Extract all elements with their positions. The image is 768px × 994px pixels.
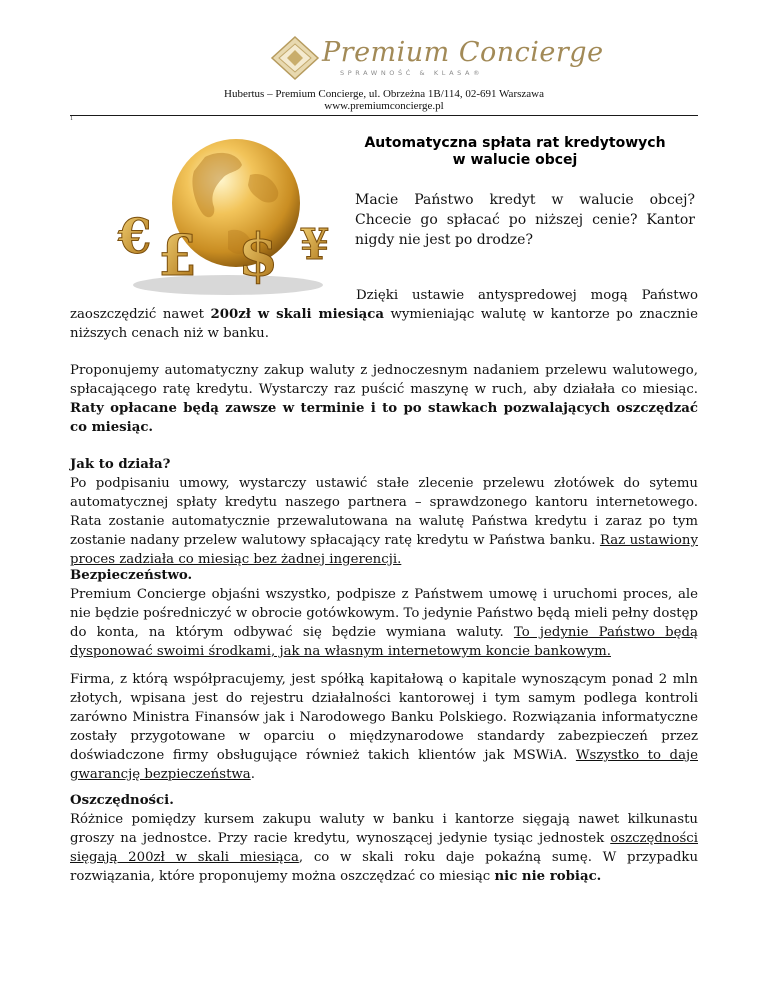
svg-text:¥: ¥ (300, 220, 330, 269)
gold-globe-currency-image (110, 135, 345, 300)
proposal-text: Proponujemy automatyczny zakup waluty z jednoczesnym nadaniem przelewu walutowego, spłacającego ratę kredytu. Wystarczy raz puścić maszynę w ruch, aby działała co miesiąc. (70, 363, 698, 397)
section-security (70, 566, 698, 661)
brand-name: Premium Concierge (322, 37, 604, 68)
company-underline: Wszystko to daje gwarancję bezpieczeństwa (70, 748, 698, 782)
security-underline: To jedynie Państwo będą dysponować swoimi środkami, jak na własnym internetowym koncie bankowym. (70, 625, 698, 659)
how-text: Po podpisaniu umowy, wystarczy ustawić stałe zlecenie przelewu złotówek do sytemu automatycznej spłaty kredytu naszego partnera – sprawdzonego kantoru internetowego. Rata zostanie automatycznie przewalutowana na walutę Państwa kredytu i zaraz po tym zostanie nadany przelew walutowy spłacający ratę kredytu w Państwa banku. (70, 476, 698, 548)
company-tail: . (250, 767, 255, 782)
document-title (355, 135, 675, 169)
svg-text:€: € (118, 209, 152, 265)
diamond-emblem-icon (270, 35, 320, 81)
section-how-it-works (70, 455, 698, 569)
savings-paragraph (70, 286, 698, 343)
section-savings (70, 791, 698, 886)
proposal-bold: Raty opłacane będą zawsze w terminie i to po stawkach pozwalających oszczędzać co miesiąc. (70, 401, 698, 435)
section-heading-how: Jak to działa? (70, 457, 171, 472)
how-underline: Raz ustawiony proces zadziała co miesiąc bez żadnej ingerencji. (70, 533, 698, 567)
website-link[interactable]: www.premiumconcierge.pl (324, 100, 444, 112)
security-text: Premium Concierge objaśni wszystko, podpisze z Państwem umowę i uruchomi proces, ale nie będzie pośredniczyć w obrocie gotówkowym. To jedynie Państwo będą mieli pełny dostęp do konta, na którym odbywać się będzie wymiana waluty. (70, 587, 698, 640)
savings-text-1: Dzięki ustawie antyspredowej mogą Państwo zaoszczędzić nawet (70, 288, 698, 322)
section-heading-savings: Oszczędności. (70, 793, 174, 808)
proposal-paragraph (70, 361, 698, 437)
title-line-1: Automatyczna spłata rat kredytowych (364, 135, 666, 151)
header-divider (70, 115, 698, 116)
lead-question: Macie Państwo kredyt w walucie obcej? Chcecie go spłacać po niższej cenie? Kantor nigdy nie jest po drodze? (355, 192, 695, 248)
section-heading-security: Bezpieczeństwo. (70, 568, 193, 583)
svg-text:$: $ (238, 221, 279, 289)
section-company (70, 670, 698, 784)
svg-text:£: £ (158, 223, 197, 289)
savings-section-bold: nic nie robiąc. (494, 869, 602, 884)
savings-highlight: 200zł w skali miesiąca (210, 307, 384, 322)
company-address: Hubertus – Premium Concierge, ul. Obrzeżna 1B/114, 02-691 Warszawa (224, 88, 544, 100)
small-marker: 1 (70, 116, 73, 122)
page-header (0, 0, 768, 120)
brand-tagline: SPRAWNOŚĆ & KLASA® (340, 69, 484, 77)
savings-section-text-2: , co w skali roku daje pokaźną sumę. W przypadku rozwiązania, które proponujemy można oszczędzać co miesiąc (70, 850, 699, 884)
brand-logo (270, 35, 604, 83)
savings-text-2: wymieniając walutę w kantorze po znacznie niższych cenach niż w banku. (70, 307, 698, 341)
savings-section-underline: oszczędności sięgają 200zł w skali miesiąca (70, 831, 698, 865)
title-line-2: w walucie obcej (452, 152, 578, 168)
company-text: Firma, z którą współpracujemy, jest spółką kapitałową o kapitale wynoszącym ponad 2 mln złotych, wpisana jest do rejestru działalności kantorowej i tym samym podlega kontroli zarówno Ministra Finansów jak i Narodowego Banku Polskiego. Rozwiązania informatyczne zostały przygotowane w oparciu o międzynarodowe standardy zabezpieczeń przez doświadczone firmy obsługujące również takich klientów jak MSWiA. (70, 672, 698, 763)
savings-section-text: Różnice pomiędzy kursem zakupu waluty w banku i kantorze sięgają nawet kilkunastu groszy na jednostce. Przy racie kredytu, wynoszącej jedynie tysiąc jednostek (70, 812, 698, 846)
